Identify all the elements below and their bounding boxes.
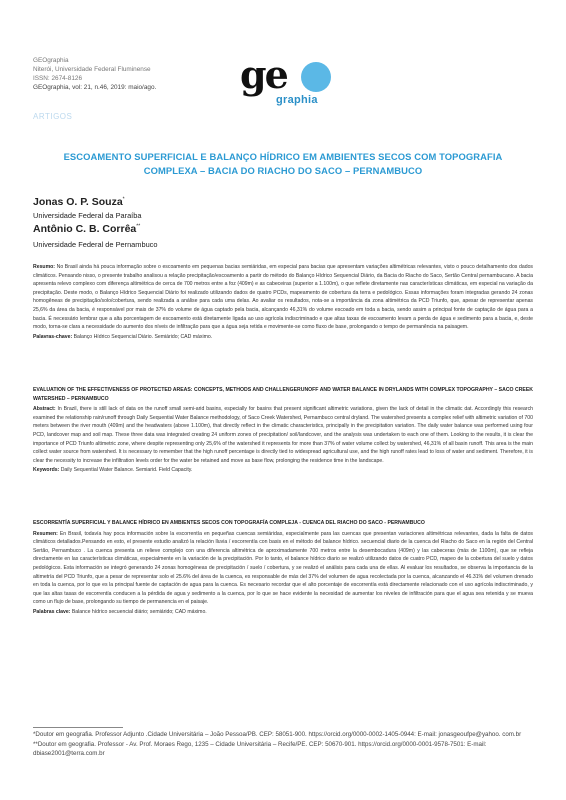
author-2-mark: ** bbox=[136, 223, 141, 230]
footnote-divider bbox=[33, 727, 123, 728]
author-1-name: Jonas O. P. Souza bbox=[33, 196, 123, 208]
resumen-label: Resumen: bbox=[33, 530, 58, 537]
resumo-kw-label: Palavras-chave: bbox=[33, 333, 73, 340]
journal-institution: Niterói, Universidade Federal Fluminense bbox=[33, 66, 151, 73]
resumo-body: No Brasil ainda há pouca informação sobre o escoamento em pequenas bacias semiáridas, em especial para bacias que apresentam variações altimétricas relevantes, visto o pouco detalhamento dos dados climáticos. Pensando nisso, o presente trabalho analisou a relação precipitação/escoamento a partir do método do Balanço Hídrico Sequencial Diário, da Bacia do Riacho do Saco, Sertão Central pernambucano. A bacia apresenta relevo complexo com diferença altimétrica de cerca de 700 metros entre a foz (409m) e as cabeceiras (superior a 1.100m), o que reflete diretamente nas características climáticas, em especial na variação da precipitação. Deste modo, o Balanço Hídrico Sequencial Diário foi realizado utilizando dados de quatro PCDs, mapeamento de cobertura da terra e pedológico. Essas informações foram integradas gerando 24 zonas homogêneas de precipitação/solo/cobertura, sendo realizada a análise para cada uma delas. Ao avaliar os resultados, nota-se a importância da zona altimétrica da PCD Triunfo, que, apesar de representar apenas 25,6% da área da bacia, é responsável por mais de 37% do volume de água captado pela bacia, alcançando 46,31% do volume escoado em toda a bacia, sendo assim a principal fonte de captação de água para a bacia. É necessário lembrar que a alta porcentagem de escoamento está diretamente ligada ao uso agrícola indiscriminado e que altas taxas de escoamento levam a perda de água e sedimento para a bacia, e, deste modo, torna-se clara a necessidade do aumento dos níveis de infiltração para que a água seja retida e movimente-se como fluxo de base, prolongando o tempo de permanência na paisagem. bbox=[33, 264, 533, 331]
resumen-kw-label: Palabras clave: bbox=[33, 608, 71, 615]
author-2 bbox=[33, 223, 140, 235]
author-1-affiliation: Universidade Federal da Paraíba bbox=[33, 211, 142, 220]
spanish-title: ESCORRENTÍA SUPERFICIAL Y BALANCE HÍDRICO EN AMBIENTES SECOS CON TOPOGRAFÍA COMPLEJA - CUENCA DEL RIACHO DO SACO - PERNAMBUCO bbox=[33, 520, 425, 526]
resumo-text bbox=[33, 263, 533, 332]
journal-name: GEOgraphia bbox=[33, 57, 69, 64]
abstract-text bbox=[33, 405, 533, 465]
resumo-keywords bbox=[33, 333, 533, 342]
abstract-block bbox=[33, 386, 533, 475]
footnotes bbox=[33, 730, 533, 759]
abstract-kw: Daily Sequential Water Balance. Semiarid. Field Capacity. bbox=[59, 467, 193, 474]
article-title: ESCOAMENTO SUPERFICIAL E BALANÇO HÍDRICO EM AMBIENTES SECOS COM TOPOGRAFIA COMPLEXA – BACIA DO RIACHO DO SACO – PERNAMBUCO bbox=[63, 151, 503, 176]
english-title: EVALUATION OF THE EFFECTIVENESS OF PROTECTED AREAS: CONCEPTS, METHODS AND CHALLENGERUNOFF AND WATER BALANCE IN DRYLANDS WITH COMPLEX TOPOGRAPHY – SACO CREEK WATERSHED – PERNAMBUCO bbox=[33, 387, 533, 402]
resumo-kw: Balanço Hídrico Sequencial Diário. Semiárido; CAD máximo. bbox=[72, 333, 213, 340]
logo-circle bbox=[301, 62, 331, 92]
resumen-block bbox=[33, 519, 533, 617]
journal-issue: GEOgraphia, vol: 21, n.46, 2019: maio/ago. bbox=[33, 84, 157, 91]
author-2-affiliation: Universidade Federal de Pernambuco bbox=[33, 240, 158, 249]
journal-issn: ISSN: 2674-8126 bbox=[33, 75, 83, 82]
resumen-keywords bbox=[33, 608, 533, 617]
resumo-label: Resumo: bbox=[33, 264, 55, 270]
footnote-1: *Doutor em geografia. Professor Adjunto .Cidade Universitária – João Pessoa/PB. CEP: 58051-900. https://orcid.org/0000-0002-1405-0944: E-mail: jonasgeoufpe@yahoo. com.br bbox=[33, 731, 522, 738]
author-1 bbox=[33, 196, 125, 208]
abstract-body: In Brazil, there is still lack of data on the runoff small semi-arid basins, especially for basins that present significant altimetric variations, given the lack of detail in the climatic dat. Accordingly this research examined the relationship rain/runoff through Daily Sequential Water Balance methodology, of Saco Creek Watershed, Pernambuco central dryland. The watershed presents a complex relief with altimetric variation of 700 meters between the river mouth (409m) and the headwaters (above 1.100m), that directly reflect in the climatic characteristics, principally in the precipitation variation. The daily water balance was performed using four PCD, landcover map and soil map. These three data was integrated creating 24 uniform zones of precipitation/ soil/landcover, and the analysis was undertaken to each one of them. Looking to the results, it is clear the importance of PCD Triunfo altimetric zone, where despite representing only 25,6% of the watershed it represents for more than 37% of water volume collect by watershed, 46,31% of all basin runoff. This area is the main collect water source from watershed. It is necessary to remember that the high runoff percentage is directly tied to widespread agricultural use, and the high runoff rates lead to loss of water and sediment. Therefore, it is clear the necessity to increase the infiltration levels order for the water be retained and move as base flow, prolonging the residence time in the landscape. bbox=[33, 406, 533, 464]
resumen-text bbox=[33, 530, 533, 607]
logo-graphia-text: graphia bbox=[276, 94, 318, 106]
resumen-body: En Brasil, todavía hay poca información sobre la escorrentía en pequeñas cuencas semiáridas, especialmente para las cuencas que presentan variaciones altimétricas relevantes, dada la falta de datos climáticos detallados.Pensando en esto, el presente estudio analizó la relación lluvia / escorrentía con basis en el método del balance hídrico. secuencial diario de la cuenca del Riacho do Saco en la región del Central Sertão, Pernambuco . La cuenca presenta un relieve complejo con una diferencia altimétrica de aproximadamente 700 metros entre la desembocadura (409m) y las cabeceras (más de 1100m), que se refleja directamente en las características climáticas, especialmente en la variación de la precipitación. Por lo tanto, el balance hídrico diario se realizó utilizando datos de cuatro PCD, mapeo de la cobertura del suelo y datos pedológicos. Esta información se integró generando 24 zonas homogéneas de precipitación / suelo / cobertura, y se realizó el análisis para cada una de ellas. Al evaluar los resultados, se observa la importancia de la altimetría del PCD Triunfo, que a pesar de representar solo el 25.6% del área de la cuenca, es responsable de más del 37% del volumen de agua recolectada por la cuenca, alcanzando el 46.31% del volumen drenado en toda la cuenca, por lo que es la principal fuente de captación de agua para la cuenca. Es necesario recordar que el alto porcentaje de escorrentía está directamente relacionado con el uso agrícola indiscriminado, y que las altas tasas de escorrentía conducen a la pérdida de agua y sedimento a la cuenca, por lo que se hace evidente la necesidad de aumentar los niveles de infiltración para que el agua sea retenida y se mueva como un flujo de base, prolongando su tiempo de permanencia en el paisaje. bbox=[33, 530, 533, 606]
journal-header bbox=[33, 56, 156, 92]
author-1-mark: * bbox=[122, 196, 125, 203]
geographia-logo bbox=[240, 52, 340, 108]
section-label: ARTIGOS bbox=[33, 112, 73, 121]
author-2-name: Antônio C. B. Corrêa bbox=[33, 223, 137, 235]
abstract-kw-label: Keywords: bbox=[33, 467, 60, 474]
abstract-label: Abstract: bbox=[33, 406, 56, 413]
abstract-keywords bbox=[33, 466, 533, 475]
resumo-block bbox=[33, 263, 533, 341]
logo-ge-text: ge bbox=[240, 52, 287, 97]
footnote-2: **Doutor em geografia. Professor - Av. Prof. Moraes Rego, 1235 – Cidade Universitária – Recife/PE. CEP: 50670-901. https://orcid.org/0000-0001-9578-7501: E-mail: dbiase2001@terra.com.br bbox=[33, 740, 487, 758]
resumen-kw: Balance hídrico secuencial diário; semiárido; CAD máximo. bbox=[70, 608, 207, 615]
